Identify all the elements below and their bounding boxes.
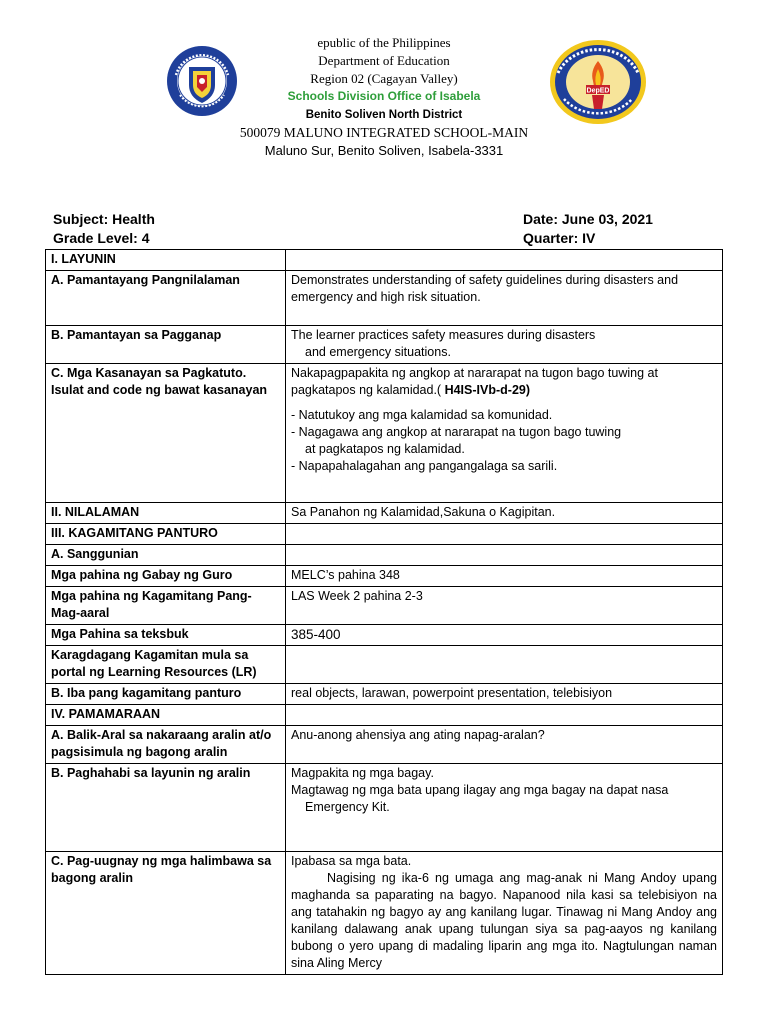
row-value: 385-400 xyxy=(286,625,723,646)
table-row xyxy=(46,364,723,503)
table-row xyxy=(46,271,723,326)
quarter-label: Quarter: IV xyxy=(523,230,596,246)
row-value xyxy=(286,364,723,503)
row-label: IV. PAMAMARAAN xyxy=(46,705,286,726)
row-label: A. Pamantayang Pangnilalaman xyxy=(46,271,286,326)
header-school: 500079 MALUNO INTEGRATED SCHOOL-MAIN xyxy=(239,125,529,140)
svg-text:DepED: DepED xyxy=(586,87,610,95)
row-value xyxy=(286,545,723,566)
row-label: III. KAGAMITANG PANTURO xyxy=(46,524,286,545)
competency-code: H4IS-IVb-d-29) xyxy=(441,383,531,397)
row-label: B. Iba pang kagamitang panturo xyxy=(46,684,286,705)
table-row xyxy=(46,852,723,975)
row-value: Anu-anong ahensiya ang ating napag-aralan? xyxy=(286,726,723,764)
table-row xyxy=(46,326,723,364)
row-label: Mga pahina ng Gabay ng Guro xyxy=(46,566,286,587)
row-label: B. Pamantayan sa Pagganap xyxy=(46,326,286,364)
value-line: Emergency Kit. xyxy=(305,800,390,814)
table-row xyxy=(46,646,723,684)
row-value: Demonstrates understanding of safety guidelines during disasters and emergency and high risk situation. xyxy=(286,271,723,326)
row-label: II. NILALAMAN xyxy=(46,503,286,524)
header-region: Region 02 (Cagayan Valley) xyxy=(310,71,458,86)
row-label: B. Paghahabi sa layunin ng aralin xyxy=(46,764,286,852)
bullet-item: - Napapahalagahan ang pangangalaga sa sarili. xyxy=(291,459,558,473)
row-value: Sa Panahon ng Kalamidad,Sakuna o Kagipitan. xyxy=(286,503,723,524)
row-value xyxy=(286,646,723,684)
table-row xyxy=(46,705,723,726)
row-label: I. LAYUNIN xyxy=(46,250,286,271)
deped-seal-icon xyxy=(166,45,238,117)
table-row xyxy=(46,566,723,587)
row-label: C. Mga Kasanayan sa Pagkatuto. Isulat and code ng bawat kasanayan xyxy=(46,364,286,503)
row-value xyxy=(286,852,723,975)
row-value xyxy=(286,524,723,545)
row-label: Karagdagang Kagamitan mula sa portal ng Learning Resources (LR) xyxy=(46,646,286,684)
row-label: Mga pahina ng Kagamitang Pang-Mag-aaral xyxy=(46,587,286,625)
row-label: A. Balik-Aral sa nakaraang aralin at/o pagsisimula ng bagong aralin xyxy=(46,726,286,764)
subject-label: Subject: Health xyxy=(53,211,155,227)
bullet-item-cont: at pagkatapos ng kalamidad. xyxy=(305,442,465,456)
row-value xyxy=(286,764,723,852)
value-line: Ipabasa sa mga bata. xyxy=(291,854,412,868)
table-row xyxy=(46,726,723,764)
table-row xyxy=(46,250,723,271)
table-row xyxy=(46,625,723,646)
row-value xyxy=(286,326,723,364)
value-line: and emergency situations. xyxy=(305,345,451,359)
value-line: Magtawag ng mga bata upang ilagay ang mga bagay na dapat nasa xyxy=(291,783,669,797)
header-address: Maluno Sur, Benito Soliven, Isabela-3331 xyxy=(264,143,504,158)
header-republic: epublic of the Philippines xyxy=(317,35,451,50)
value-line: The learner practices safety measures during disasters xyxy=(291,328,596,342)
grade-level-label: Grade Level: 4 xyxy=(53,230,150,246)
row-label: C. Pag-uugnay ng mga halimbawa sa bagong aralin xyxy=(46,852,286,975)
story-paragraph: Nagising ng ika-6 ng umaga ang mag-anak ni Mang Andoy upang maghanda sa paparating na bagyo. Napanood nila kasi sa telebisiyon na ang tatahakin ng bagyo ay ang kanilang lugar. Tinawag ni Mang Andoy ang kanilang dalawang anak upang tulungan siya sa pag-aayos ng kanilang bubong o yero upang di madaling liparin ang mga ito. Nagtulungan naman sina Aling Mercy xyxy=(291,871,717,970)
header-district: Benito Soliven North District xyxy=(305,109,463,121)
header-department: Department of Education xyxy=(318,53,450,68)
date-label: Date: June 03, 2021 xyxy=(523,211,653,227)
table-row xyxy=(46,684,723,705)
row-value: LAS Week 2 pahina 2-3 xyxy=(286,587,723,625)
row-value: MELC’s pahina 348 xyxy=(286,566,723,587)
table-row xyxy=(46,524,723,545)
table-row xyxy=(46,764,723,852)
lesson-plan-table xyxy=(45,249,723,975)
bullet-item: - Natutukoy ang mga kalamidad sa komunidad. xyxy=(291,408,553,422)
header-division: Schools Division Office of Isabela xyxy=(287,89,481,103)
table-row xyxy=(46,503,723,524)
row-value: real objects, larawan, powerpoint presentation, telebisiyon xyxy=(286,684,723,705)
value-line: Magpakita ng mga bagay. xyxy=(291,766,434,780)
table-row xyxy=(46,545,723,566)
bullet-item: - Nagagawa ang angkop at nararapat na tugon bago tuwing xyxy=(291,425,622,439)
row-label: Mga Pahina sa teksbuk xyxy=(46,625,286,646)
school-seal-icon xyxy=(548,39,648,125)
row-value xyxy=(286,250,723,271)
row-label: A. Sanggunian xyxy=(46,545,286,566)
value-text: Nakapagpapakita ng angkop at nararapat na tugon bago tuwing at pagkatapos ng kalamidad.( xyxy=(291,366,658,397)
table-row xyxy=(46,587,723,625)
row-value xyxy=(286,705,723,726)
